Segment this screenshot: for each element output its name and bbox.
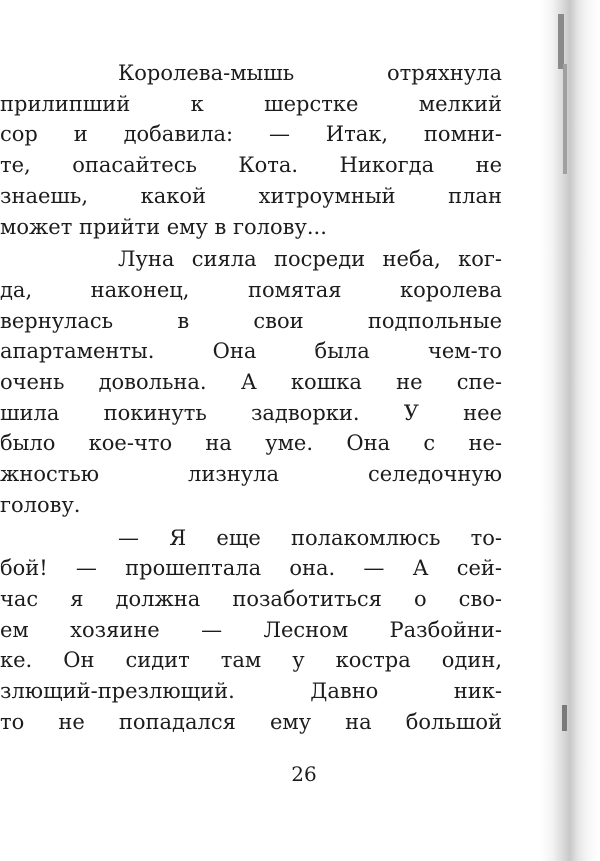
text-line: злющий-презлющий. Давно ник- — [0, 679, 502, 704]
text-line: бой! — прошептала она. — А сей- — [0, 556, 502, 581]
text-line: шила покинуть задворки. У нее — [0, 400, 502, 425]
text-line: было кое-что на уме. Она с не- — [0, 431, 502, 456]
paragraph — [0, 58, 502, 242]
text-line: жностью лизнула селедочную — [0, 462, 502, 487]
text-line: сор и добавила: — Итак, помни- — [0, 122, 502, 147]
text-line: прилипший к шерстке мелкий — [0, 91, 502, 116]
text-line: вернулась в свои подпольные — [0, 308, 502, 333]
text-line: — Я еще полакомлюсь то- — [118, 525, 502, 550]
text-line: Королева-мышь отряхнула — [118, 61, 502, 85]
text-line: ем хозяине — Лесном Разбойни- — [0, 617, 502, 642]
text-line: может прийти ему в голову... — [0, 214, 327, 239]
page-edge-shadow — [540, 0, 600, 861]
text-line: Луна сияла посреди неба, ког- — [118, 247, 502, 272]
page-number: 26 — [291, 762, 317, 786]
text-line: знаешь, какой хитроумный план — [0, 183, 502, 208]
text-line: да, наконец, помятая королева — [0, 277, 502, 302]
text-line: голову. — [0, 492, 81, 517]
text-line: апартаменты. Она была чем-то — [0, 339, 502, 364]
paragraph — [0, 523, 502, 738]
edge-mark — [562, 705, 567, 731]
text-line: то не попадался ему на большой — [0, 709, 502, 734]
paragraph — [0, 244, 502, 520]
text-line: те, опасайтесь Кота. Никогда не — [0, 153, 502, 178]
edge-mark — [558, 14, 564, 69]
text-line: час я должна позаботиться о сво- — [0, 586, 502, 611]
text-line: очень довольна. А кошка не спе- — [0, 370, 502, 395]
text-line: ке. Он сидит там у костра один, — [0, 648, 502, 673]
edge-mark — [563, 64, 567, 174]
body-text — [0, 58, 502, 737]
